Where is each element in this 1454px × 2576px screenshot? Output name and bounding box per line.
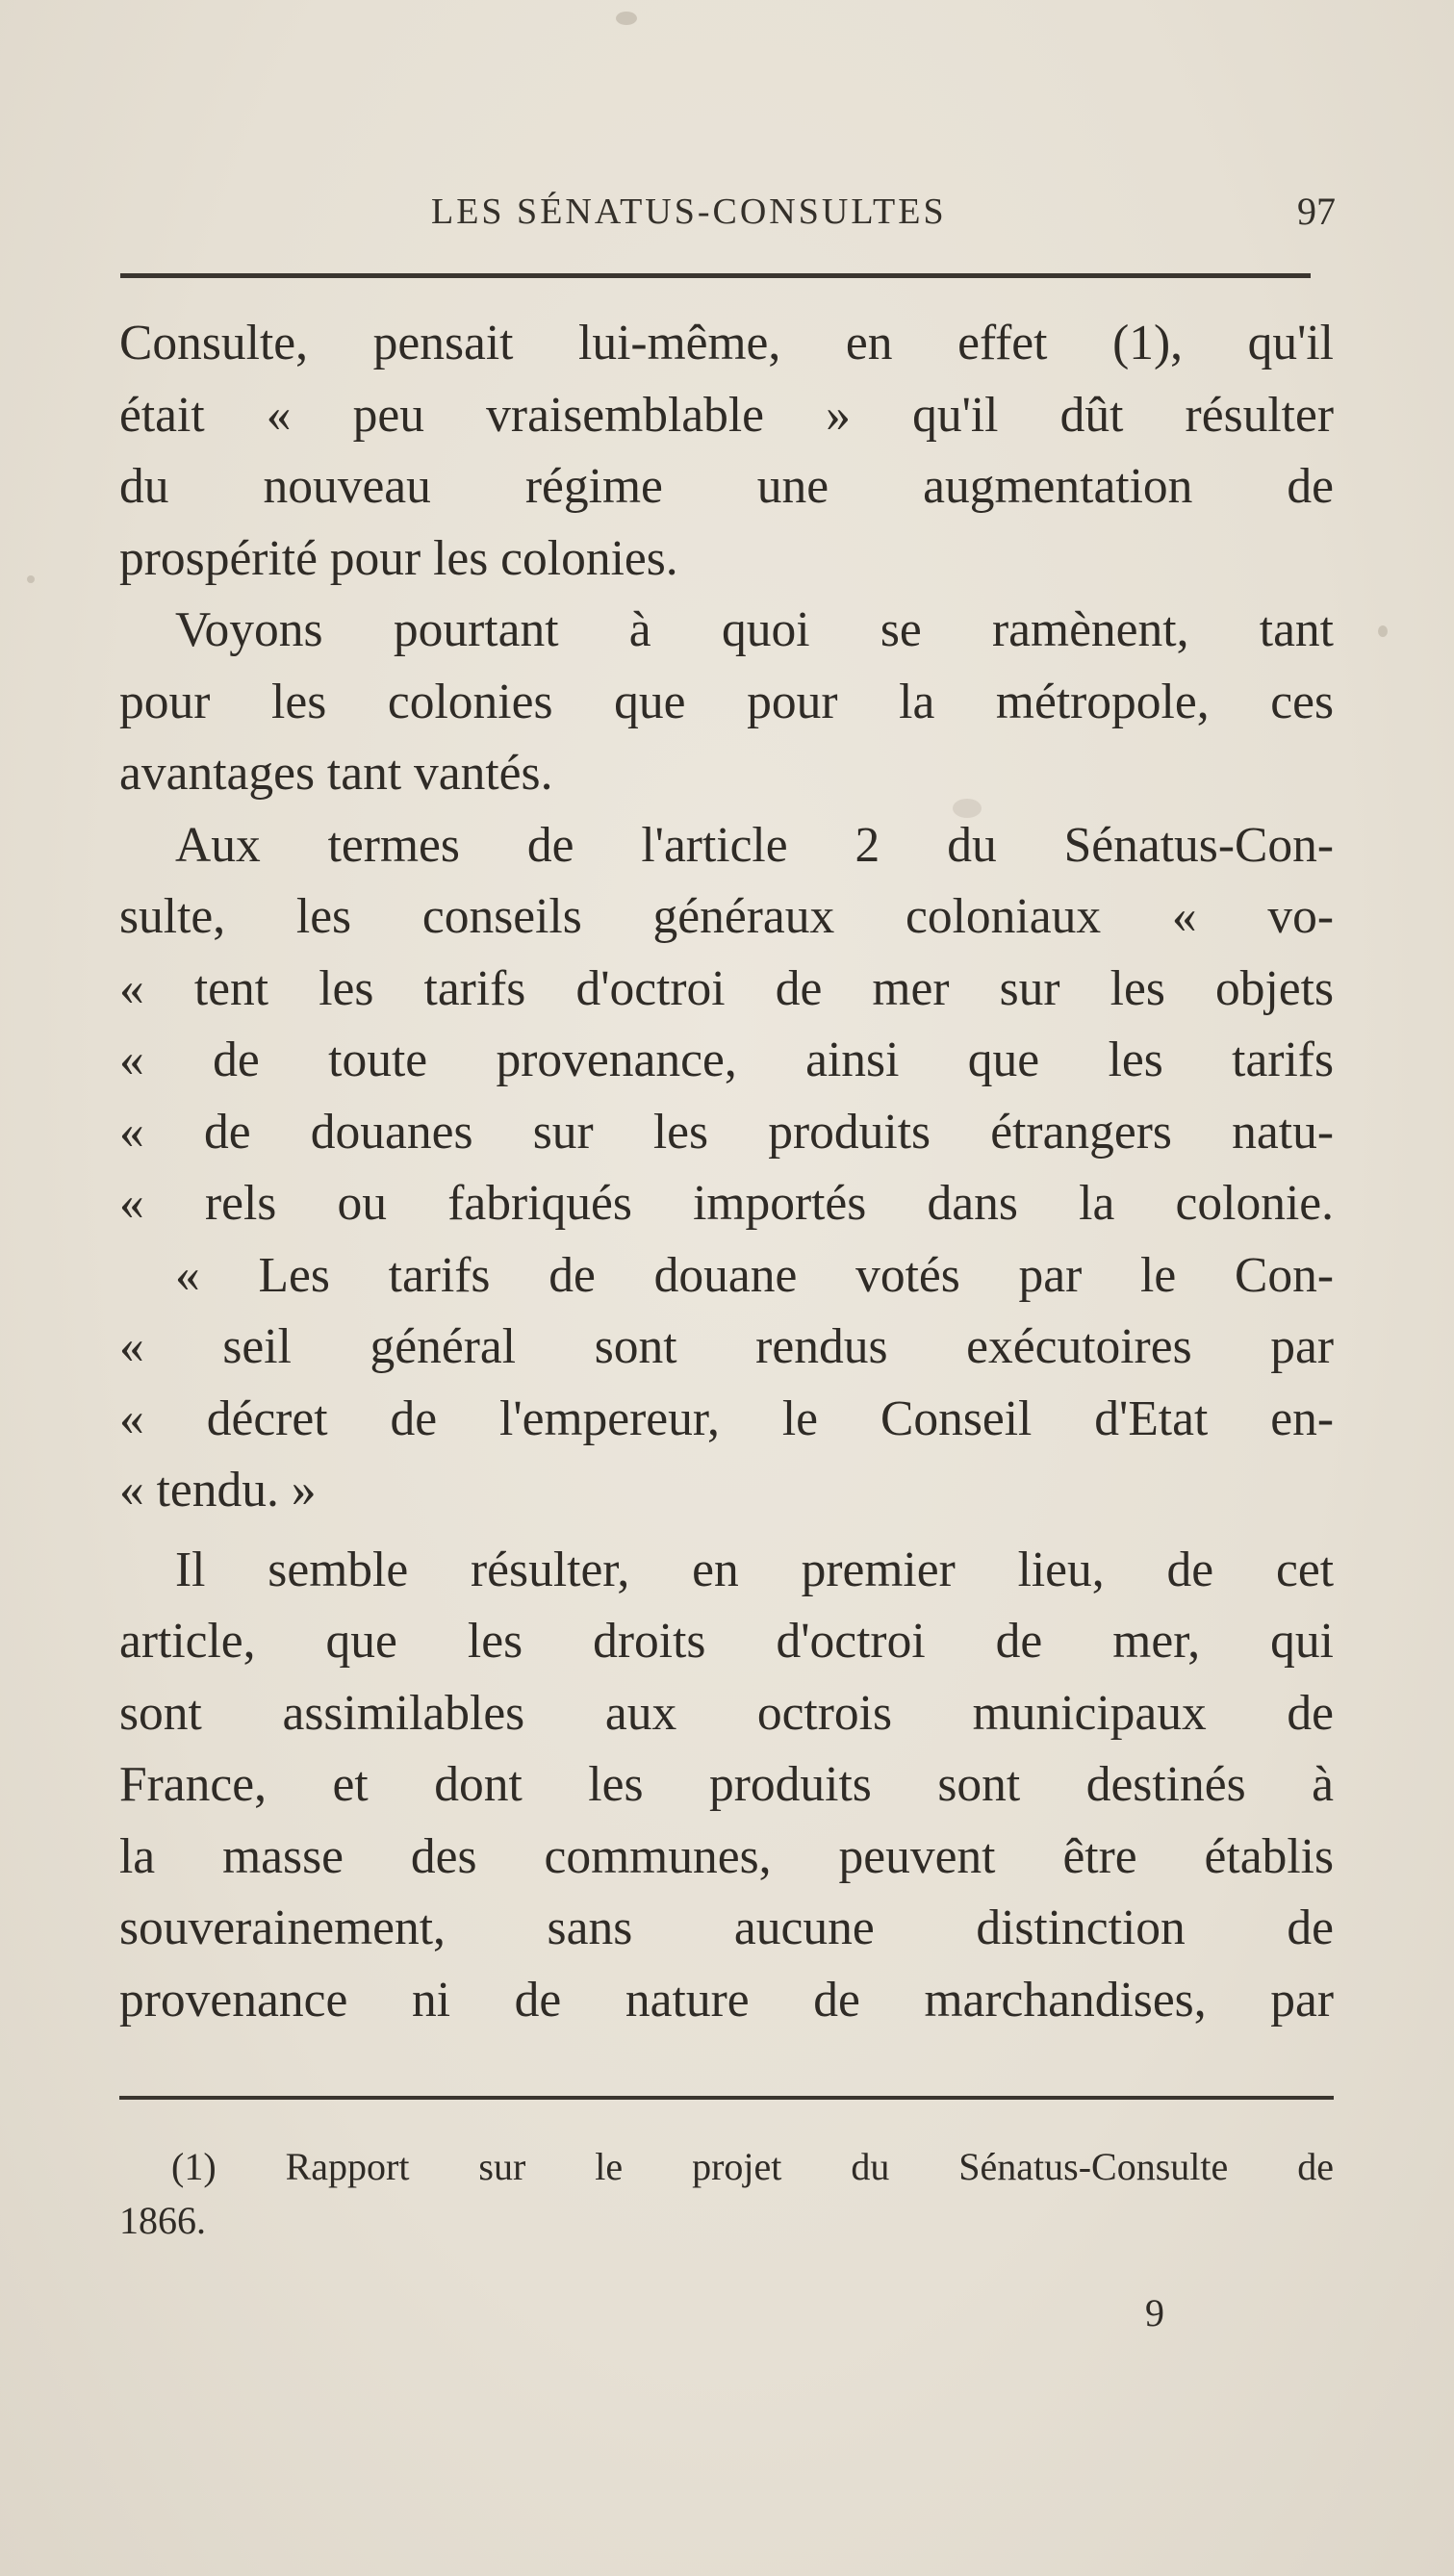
text-line: France, et dont les produits sont destinés à <box>119 1757 1334 1812</box>
text-line: sulte, les conseils généraux coloniaux « vo- <box>119 889 1334 944</box>
text-line: Il semble résulter, en premier lieu, de cet <box>175 1542 1334 1597</box>
footnote-line: (1) Rapport sur le projet du Sénatus-Consulte de <box>171 2145 1334 2188</box>
text-line: « seil général sont rendus exécutoires par <box>119 1319 1334 1374</box>
text-line: avantages tant vantés. <box>119 746 553 801</box>
text-line: « Les tarifs de douane votés par le Con- <box>175 1247 1334 1303</box>
body-text <box>119 308 1334 2036</box>
paper-speck <box>616 12 637 25</box>
header-rule <box>120 273 1311 278</box>
running-header <box>114 181 1336 239</box>
running-title: LES SÉNATUS-CONSULTES <box>431 191 947 232</box>
text-line: Consulte, pensait lui-même, en effet (1), qu'il <box>119 316 1334 370</box>
text-line: « rels ou fabriqués importés dans la colonie. <box>119 1176 1334 1231</box>
text-line: « de toute provenance, ainsi que les tarifs <box>119 1033 1334 1087</box>
footnote <box>119 2140 1334 2248</box>
paper-speck <box>1378 625 1388 637</box>
text-line: article, que les droits d'octroi de mer, qui <box>119 1614 1334 1669</box>
text-line: « de douanes sur les produits étrangers natu- <box>119 1104 1334 1160</box>
signature-mark: 9 <box>1145 2291 1164 2334</box>
text-line: Aux termes de l'article 2 du Sénatus-Con- <box>175 817 1334 873</box>
text-line: pour les colonies que pour la métropole, ces <box>119 674 1334 729</box>
text-line: souverainement, sans aucune distinction de <box>119 1900 1334 1955</box>
footnote-rule <box>119 2096 1334 2100</box>
text-line: « tent les tarifs d'octroi de mer sur les objets <box>119 960 1334 1016</box>
text-line: sont assimilables aux octrois municipaux de <box>119 1685 1334 1741</box>
text-line: « tendu. » <box>119 1463 317 1518</box>
paper-speck <box>27 575 35 583</box>
text-line: « décret de l'empereur, le Conseil d'Etat en- <box>119 1390 1334 1446</box>
text-line: était « peu vraisemblable » qu'il dût résulter <box>119 387 1334 443</box>
footnote-line: 1866. <box>119 2199 206 2242</box>
page-number: 97 <box>1297 190 1336 233</box>
text-line: Voyons pourtant à quoi se ramènent, tant <box>175 602 1334 657</box>
text-line: prospérité pour les colonies. <box>119 530 678 586</box>
text-line: la masse des communes, peuvent être établis <box>119 1828 1334 1884</box>
text-line: provenance ni de nature de marchandises, par <box>119 1972 1334 2028</box>
text-line: du nouveau régime une augmentation de <box>119 459 1334 514</box>
